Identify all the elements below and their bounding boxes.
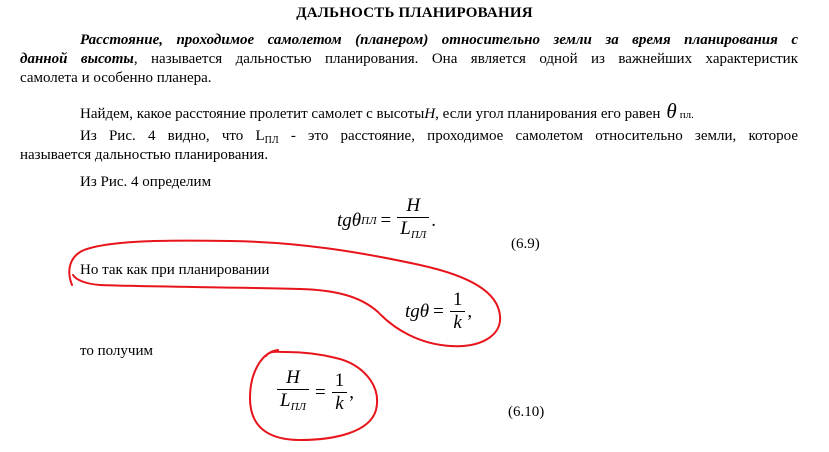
glide-angle-symbol (666, 99, 694, 125)
range-subscript: ПЛ (264, 135, 279, 146)
height-symbol: H (424, 106, 436, 122)
eq610-denominator (277, 389, 309, 417)
eq69-den-subscript: ПЛ (410, 229, 427, 241)
range-line-2: называется дальностью планирования. (20, 147, 269, 163)
theta-symbol: θ (666, 99, 677, 123)
definition-bold-term: данной высоты (20, 51, 134, 67)
eq69-den-symbol: L (400, 218, 411, 239)
page-title: ДАЛЬНОСТЬ ПЛАНИРОВАНИЯ (296, 5, 533, 21)
range-text-a: Из Рис. 4 видно, что L (80, 128, 265, 144)
eqtg-comma: , (467, 300, 473, 322)
eqtg-numerator: 1 (452, 289, 463, 310)
height-sentence-tail: , если угол планирования его равен (435, 106, 661, 122)
eq610-left-fraction (277, 368, 309, 417)
definition-rest-text: , называется дальностью планирования. Она является одной из важнейших характеристик (133, 51, 798, 67)
eqtg-lhs: tgθ (405, 300, 430, 322)
equation-6-10 (275, 368, 354, 417)
eq69-denominator (397, 217, 429, 245)
height-sentence (80, 99, 694, 125)
then-we-get-text: то получим (80, 343, 153, 359)
eq610-right-numerator: 1 (334, 370, 345, 391)
equation-number-6-10: (6.10) (508, 404, 545, 420)
eqtg-fraction (450, 290, 466, 333)
eq69-fraction (397, 196, 429, 245)
eqtg-denominator: k (450, 311, 464, 333)
definition-line-1 (80, 31, 798, 50)
eq69-period: . (431, 209, 436, 231)
height-sentence-text: Найдем, какое расстояние пролетит самолет с высоты (80, 106, 425, 122)
eq69-numerator: H (406, 195, 421, 216)
definition-line-2 (20, 50, 798, 69)
eq610-numerator: H (286, 367, 300, 388)
eq610-den-symbol: L (280, 390, 291, 411)
theta-subscript: пл. (679, 109, 694, 121)
equation-6-9 (337, 196, 436, 245)
eq69-lhs-subscript: ПЛ (361, 214, 377, 227)
definition-line-3: самолета и особенно планера. (20, 70, 212, 86)
eq69-lhs: tgθ (337, 209, 362, 231)
definition-bold-text: Расстояние, проходимое самолетом (планером) относительно земли за время планирования с (80, 32, 798, 48)
eqtg-equals: = (433, 300, 444, 322)
eq610-den-subscript: ПЛ (290, 401, 306, 413)
eq610-equals: = (314, 381, 326, 403)
eq610-right-denominator: k (332, 392, 346, 414)
eq610-right-fraction (332, 371, 348, 414)
determine-text: Из Рис. 4 определим (80, 174, 212, 190)
eq610-comma: , (349, 381, 354, 403)
but-since-text: Но так как при планировании (80, 262, 270, 278)
equation-tg-theta (405, 290, 472, 333)
eq69-equals: = (380, 209, 392, 231)
equation-number-6-9: (6.9) (511, 236, 540, 252)
range-text-b: - это расстояние, проходимое самолетом относительно земли, которое (278, 128, 798, 144)
